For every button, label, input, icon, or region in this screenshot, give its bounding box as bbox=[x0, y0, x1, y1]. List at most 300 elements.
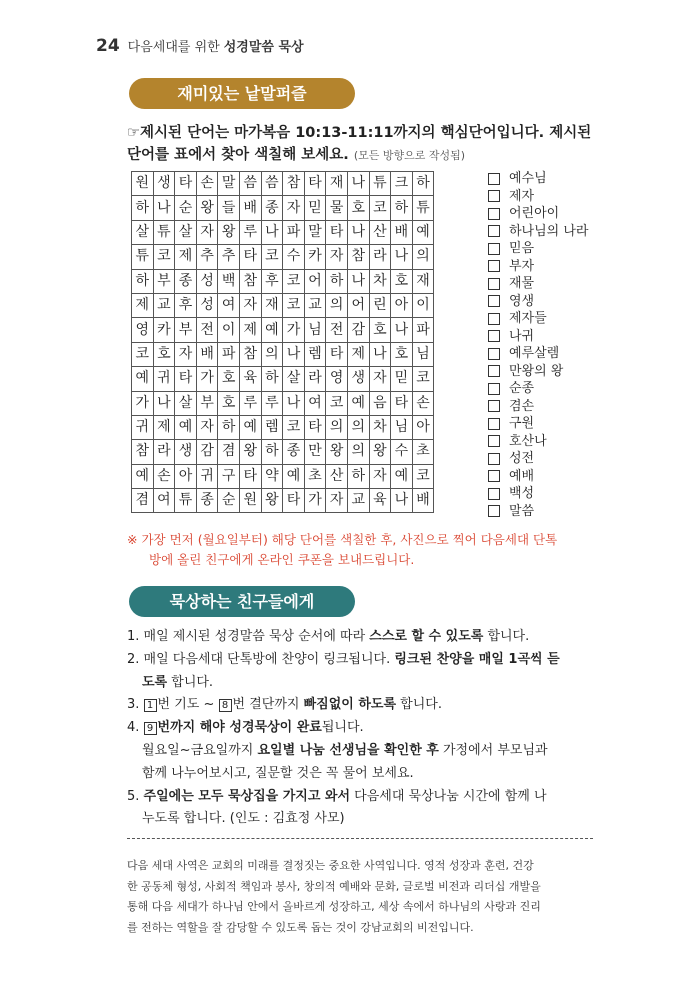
grid-cell[interactable]: 호 bbox=[218, 367, 240, 391]
grid-cell[interactable]: 음 bbox=[369, 391, 391, 415]
grid-cell[interactable]: 씀 bbox=[239, 172, 261, 196]
step-4-detail-text: 월요일~금요일까지 bbox=[142, 742, 258, 758]
grid-cell[interactable]: 파 bbox=[412, 318, 434, 342]
grid-cell[interactable]: 아 bbox=[412, 415, 434, 439]
checkbox[interactable] bbox=[488, 488, 500, 500]
grid-cell[interactable]: 부 bbox=[175, 318, 197, 342]
grid-cell[interactable]: 라 bbox=[304, 367, 326, 391]
word-item bbox=[488, 415, 588, 433]
grid-cell[interactable]: 나 bbox=[283, 342, 305, 366]
grid-cell[interactable]: 제 bbox=[239, 318, 261, 342]
grid-cell[interactable]: 초 bbox=[304, 464, 326, 488]
grid-cell[interactable]: 육 bbox=[369, 489, 391, 513]
grid-cell[interactable]: 가 bbox=[283, 318, 305, 342]
checkbox[interactable] bbox=[488, 348, 500, 360]
step-3-text: 번 기도 ~ bbox=[157, 697, 219, 713]
grid-cell[interactable]: 호 bbox=[347, 196, 369, 220]
vision-line-2: 한 공동체 형성, 사회적 책임과 봉사, 창의적 예배와 문화, 글로벌 비전과 리더십 개발을 bbox=[127, 879, 541, 893]
grid-cell[interactable]: 왕 bbox=[196, 196, 218, 220]
grid-cell[interactable]: 나 bbox=[347, 220, 369, 244]
grid-cell[interactable]: 생 bbox=[153, 172, 175, 196]
grid-cell[interactable]: 코 bbox=[153, 245, 175, 269]
puzzle-heading: 재미있는 낱말퍼즐 bbox=[129, 78, 355, 109]
grid-cell[interactable]: 제 bbox=[175, 245, 197, 269]
grid-cell[interactable]: 여 bbox=[218, 293, 240, 317]
step-2 bbox=[127, 649, 595, 672]
checkbox[interactable] bbox=[488, 330, 500, 342]
word-item bbox=[488, 188, 588, 206]
word-item bbox=[488, 293, 588, 311]
grid-cell[interactable]: 배 bbox=[196, 342, 218, 366]
checkbox[interactable] bbox=[488, 505, 500, 517]
grid-cell[interactable]: 배 bbox=[239, 196, 261, 220]
grid-cell[interactable]: 튜 bbox=[153, 220, 175, 244]
checkbox[interactable] bbox=[488, 418, 500, 430]
grid-cell[interactable]: 렘 bbox=[304, 342, 326, 366]
step-2-cont bbox=[127, 672, 595, 695]
word-label: 부자 bbox=[509, 258, 535, 274]
step-5 bbox=[127, 786, 595, 809]
grid-cell[interactable]: 나 bbox=[391, 245, 413, 269]
grid-cell[interactable]: 의 bbox=[326, 415, 348, 439]
step-4-bold: 번까지 해야 성경묵상이 완료 bbox=[157, 720, 322, 736]
grid-cell[interactable]: 루 bbox=[261, 391, 283, 415]
checkbox[interactable] bbox=[488, 260, 500, 272]
word-item bbox=[488, 240, 588, 258]
grid-cell[interactable]: 손 bbox=[153, 464, 175, 488]
grid-cell[interactable]: 말 bbox=[218, 172, 240, 196]
grid-cell[interactable]: 하 bbox=[132, 196, 154, 220]
checkbox[interactable] bbox=[488, 295, 500, 307]
grid-cell[interactable]: 튜 bbox=[175, 489, 197, 513]
word-label: 성전 bbox=[509, 451, 535, 467]
grid-cell[interactable]: 가 bbox=[304, 489, 326, 513]
grid-row bbox=[132, 440, 434, 464]
grid-cell[interactable]: 나 bbox=[391, 489, 413, 513]
grid-cell[interactable]: 타 bbox=[326, 220, 348, 244]
word-label: 백성 bbox=[509, 486, 535, 502]
step-5-cont: 누도록 합니다. (인도 : 김효정 사모) bbox=[142, 811, 345, 827]
grid-cell[interactable]: 여 bbox=[153, 489, 175, 513]
word-item bbox=[488, 345, 588, 363]
grid-cell[interactable]: 타 bbox=[391, 391, 413, 415]
grid-cell[interactable]: 씀 bbox=[261, 172, 283, 196]
grid-cell[interactable]: 의 bbox=[261, 342, 283, 366]
grid-cell[interactable]: 하 bbox=[132, 269, 154, 293]
grid-row bbox=[132, 464, 434, 488]
reward-line-2: 방에 올린 친구에게 온라인 쿠폰을 보내드립니다. bbox=[149, 552, 415, 567]
grid-cell[interactable]: 산 bbox=[369, 220, 391, 244]
word-label: 순종 bbox=[509, 381, 535, 397]
grid-cell[interactable]: 자 bbox=[283, 196, 305, 220]
checkbox[interactable] bbox=[488, 400, 500, 412]
grid-cell[interactable]: 귀 bbox=[153, 367, 175, 391]
grid-cell[interactable]: 타 bbox=[175, 367, 197, 391]
grid-cell[interactable]: 순 bbox=[218, 489, 240, 513]
grid-cell[interactable]: 예 bbox=[239, 415, 261, 439]
word-label: 호산나 bbox=[509, 433, 547, 449]
word-label: 나귀 bbox=[509, 328, 535, 344]
grid-cell[interactable]: 자 bbox=[196, 415, 218, 439]
grid-cell[interactable]: 자 bbox=[175, 342, 197, 366]
grid-cell[interactable]: 원 bbox=[239, 489, 261, 513]
word-item bbox=[488, 398, 588, 416]
word-search-grid[interactable] bbox=[131, 171, 434, 513]
reward-line-1: ※ 가장 먼저 (월요일부터) 해당 단어를 색칠한 후, 사진으로 찍어 다음세대 단톡 bbox=[127, 532, 558, 547]
grid-cell[interactable]: 들 bbox=[218, 196, 240, 220]
grid-cell[interactable]: 육 bbox=[239, 367, 261, 391]
grid-cell[interactable]: 손 bbox=[412, 391, 434, 415]
grid-cell[interactable]: 린 bbox=[369, 293, 391, 317]
grid-cell[interactable]: 라 bbox=[369, 245, 391, 269]
grid-cell[interactable]: 초 bbox=[412, 440, 434, 464]
grid-row bbox=[132, 293, 434, 317]
grid-cell[interactable]: 코 bbox=[132, 342, 154, 366]
grid-cell[interactable]: 코 bbox=[283, 293, 305, 317]
reward-notice bbox=[127, 530, 607, 570]
grid-cell[interactable]: 겸 bbox=[132, 489, 154, 513]
grid-cell[interactable]: 구 bbox=[218, 464, 240, 488]
grid-cell[interactable]: 감 bbox=[347, 318, 369, 342]
grid-cell[interactable]: 약 bbox=[261, 464, 283, 488]
grid-cell[interactable]: 부 bbox=[196, 391, 218, 415]
grid-cell[interactable]: 코 bbox=[412, 367, 434, 391]
grid-cell[interactable]: 순 bbox=[175, 196, 197, 220]
grid-cell[interactable]: 왕 bbox=[239, 440, 261, 464]
word-label: 믿음 bbox=[509, 241, 535, 257]
grid-cell[interactable]: 코 bbox=[283, 269, 305, 293]
grid-cell[interactable]: 아 bbox=[391, 293, 413, 317]
step-3-end: 합니다. bbox=[396, 697, 442, 713]
grid-cell[interactable]: 호 bbox=[391, 269, 413, 293]
grid-cell[interactable]: 나 bbox=[153, 196, 175, 220]
grid-cell[interactable]: 튜 bbox=[132, 245, 154, 269]
guide-steps bbox=[127, 626, 595, 831]
grid-cell[interactable]: 하 bbox=[347, 464, 369, 488]
grid-cell[interactable]: 물 bbox=[326, 196, 348, 220]
step-3 bbox=[127, 694, 595, 717]
grid-cell[interactable]: 살 bbox=[132, 220, 154, 244]
grid-cell[interactable]: 나 bbox=[347, 269, 369, 293]
grid-cell[interactable]: 코 bbox=[412, 464, 434, 488]
grid-cell[interactable]: 후 bbox=[261, 269, 283, 293]
grid-cell[interactable]: 님 bbox=[391, 415, 413, 439]
grid-cell[interactable]: 이 bbox=[412, 293, 434, 317]
grid-cell[interactable]: 후 bbox=[175, 293, 197, 317]
page-header bbox=[96, 36, 304, 56]
grid-cell[interactable]: 만 bbox=[304, 440, 326, 464]
word-item bbox=[488, 380, 588, 398]
grid-cell[interactable]: 의 bbox=[347, 415, 369, 439]
grid-cell[interactable]: 예 bbox=[175, 415, 197, 439]
grid-cell[interactable]: 가 bbox=[132, 391, 154, 415]
checkbox[interactable] bbox=[488, 383, 500, 395]
grid-cell[interactable]: 예 bbox=[347, 391, 369, 415]
step-1-text: 1. 매일 제시된 성경말씀 묵상 순서에 따라 bbox=[127, 629, 370, 644]
direction-note: (모든 방향으로 작성됨) bbox=[353, 149, 466, 162]
word-item bbox=[488, 170, 588, 188]
boxed-number-1: 1 bbox=[144, 699, 157, 712]
grid-cell[interactable]: 살 bbox=[175, 391, 197, 415]
word-label: 말씀 bbox=[509, 503, 535, 519]
grid-cell[interactable]: 교 bbox=[347, 489, 369, 513]
grid-cell[interactable]: 어 bbox=[304, 269, 326, 293]
grid-cell[interactable]: 왕 bbox=[369, 440, 391, 464]
grid-cell[interactable]: 말 bbox=[304, 220, 326, 244]
grid-cell[interactable]: 자 bbox=[369, 464, 391, 488]
grid-row bbox=[132, 172, 434, 196]
grid-cell[interactable]: 자 bbox=[369, 367, 391, 391]
grid-cell[interactable]: 원 bbox=[132, 172, 154, 196]
grid-cell[interactable]: 자 bbox=[326, 245, 348, 269]
grid-cell[interactable]: 루 bbox=[239, 220, 261, 244]
word-label: 영생 bbox=[509, 293, 535, 309]
grid-cell[interactable]: 배 bbox=[391, 220, 413, 244]
grid-cell[interactable]: 왕 bbox=[218, 220, 240, 244]
word-item bbox=[488, 485, 588, 503]
grid-row bbox=[132, 391, 434, 415]
word-label: 예루살렘 bbox=[509, 346, 560, 362]
grid-cell[interactable]: 종 bbox=[175, 269, 197, 293]
boxed-number-9: 9 bbox=[144, 722, 157, 735]
grid-cell[interactable]: 라 bbox=[153, 440, 175, 464]
word-checklist bbox=[488, 170, 588, 520]
grid-cell[interactable]: 나 bbox=[369, 342, 391, 366]
step-2-text: 2. 매일 다음세대 단톡방에 찬양이 링크됩니다. bbox=[127, 651, 395, 667]
grid-cell[interactable]: 타 bbox=[326, 342, 348, 366]
grid-cell[interactable]: 참 bbox=[239, 269, 261, 293]
grid-cell[interactable]: 왕 bbox=[326, 440, 348, 464]
grid-cell[interactable]: 차 bbox=[369, 269, 391, 293]
grid-cell[interactable]: 의 bbox=[347, 440, 369, 464]
grid-cell[interactable]: 산 bbox=[326, 464, 348, 488]
step-4 bbox=[127, 717, 595, 740]
grid-cell[interactable]: 파 bbox=[283, 220, 305, 244]
grid-cell[interactable]: 님 bbox=[412, 342, 434, 366]
grid-cell[interactable]: 추 bbox=[218, 245, 240, 269]
step-2-bold-cont: 도록 bbox=[142, 674, 168, 690]
grid-cell[interactable]: 부 bbox=[153, 269, 175, 293]
checkbox[interactable] bbox=[488, 365, 500, 377]
checkbox[interactable] bbox=[488, 225, 500, 237]
grid-cell[interactable]: 종 bbox=[283, 440, 305, 464]
grid-cell[interactable]: 가 bbox=[196, 367, 218, 391]
step-5-text: 다음세대 묵상나눔 시간에 함께 나 bbox=[350, 788, 547, 804]
checkbox[interactable] bbox=[488, 435, 500, 447]
instruction-text: ☞제시된 단어는 마가복음 10:13-11:11까지의 핵심단어입니다. 제시된 단어를 표에서 찾아 색칠해 보세요. bbox=[127, 125, 592, 163]
grid-cell[interactable]: 하 bbox=[391, 196, 413, 220]
grid-cell[interactable]: 카 bbox=[153, 318, 175, 342]
grid-cell[interactable]: 루 bbox=[239, 391, 261, 415]
grid-cell[interactable]: 왕 bbox=[261, 489, 283, 513]
grid-cell[interactable]: 수 bbox=[391, 440, 413, 464]
grid-cell[interactable]: 참 bbox=[347, 245, 369, 269]
grid-cell[interactable]: 재 bbox=[326, 172, 348, 196]
step-3-text-2: 번 결단까지 bbox=[232, 697, 304, 713]
grid-cell[interactable]: 제 bbox=[132, 293, 154, 317]
word-label: 어린아이 bbox=[509, 206, 560, 222]
grid-cell[interactable]: 배 bbox=[412, 489, 434, 513]
grid-cell[interactable]: 귀 bbox=[196, 464, 218, 488]
word-item bbox=[488, 450, 588, 468]
grid-cell[interactable]: 하 bbox=[326, 269, 348, 293]
grid-cell[interactable]: 호 bbox=[391, 342, 413, 366]
grid-cell[interactable]: 하 bbox=[412, 172, 434, 196]
grid-cell[interactable]: 참 bbox=[239, 342, 261, 366]
grid-cell[interactable]: 나 bbox=[283, 391, 305, 415]
grid-cell[interactable]: 참 bbox=[283, 172, 305, 196]
word-item bbox=[488, 275, 588, 293]
checkbox[interactable] bbox=[488, 243, 500, 255]
step-3-num: 3. bbox=[127, 697, 144, 713]
word-label: 구원 bbox=[509, 416, 535, 432]
grid-cell[interactable]: 님 bbox=[304, 318, 326, 342]
grid-cell[interactable]: 제 bbox=[153, 415, 175, 439]
grid-cell[interactable]: 참 bbox=[132, 440, 154, 464]
grid-cell[interactable]: 튜 bbox=[412, 196, 434, 220]
grid-cell[interactable]: 제 bbox=[347, 342, 369, 366]
page-number: 24 bbox=[96, 36, 120, 56]
word-item bbox=[488, 205, 588, 223]
grid-cell[interactable]: 수 bbox=[283, 245, 305, 269]
grid-cell[interactable]: 파 bbox=[218, 342, 240, 366]
grid-cell[interactable]: 재 bbox=[261, 293, 283, 317]
grid-cell[interactable]: 겸 bbox=[218, 440, 240, 464]
grid-cell[interactable]: 코 bbox=[369, 196, 391, 220]
word-item bbox=[488, 363, 588, 381]
grid-cell[interactable]: 타 bbox=[304, 172, 326, 196]
grid-cell[interactable]: 예 bbox=[261, 318, 283, 342]
grid-cell[interactable]: 자 bbox=[196, 220, 218, 244]
grid-cell[interactable]: 코 bbox=[283, 415, 305, 439]
grid-cell[interactable]: 영 bbox=[326, 367, 348, 391]
grid-row bbox=[132, 245, 434, 269]
grid-cell[interactable]: 성 bbox=[196, 293, 218, 317]
grid-cell[interactable]: 타 bbox=[175, 172, 197, 196]
grid-cell[interactable]: 의 bbox=[412, 245, 434, 269]
grid-cell[interactable]: 재 bbox=[412, 269, 434, 293]
grid-cell[interactable]: 예 bbox=[391, 464, 413, 488]
word-label: 제자들 bbox=[509, 311, 547, 327]
grid-cell[interactable]: 자 bbox=[239, 293, 261, 317]
vision-line-4: 를 전하는 역할을 잘 감당할 수 있도록 돕는 것이 강남교회의 비전입니다. bbox=[127, 920, 474, 934]
grid-cell[interactable]: 타 bbox=[239, 245, 261, 269]
grid-cell[interactable]: 하 bbox=[261, 440, 283, 464]
grid-cell[interactable]: 여 bbox=[304, 391, 326, 415]
grid-cell[interactable]: 전 bbox=[196, 318, 218, 342]
grid-cell[interactable]: 종 bbox=[261, 196, 283, 220]
grid-cell[interactable]: 튜 bbox=[369, 172, 391, 196]
vision-line-3: 통해 다음 세대가 하나님 안에서 올바르게 성장하고, 세상 속에서 하나님의 사랑과 진리 bbox=[127, 900, 541, 913]
checkbox[interactable] bbox=[488, 313, 500, 325]
grid-cell[interactable]: 하 bbox=[261, 367, 283, 391]
step-1-bold: 스스로 할 수 있도록 bbox=[369, 629, 484, 644]
grid-cell[interactable]: 코 bbox=[261, 245, 283, 269]
checkbox[interactable] bbox=[488, 208, 500, 220]
vision-statement bbox=[127, 856, 597, 938]
grid-row bbox=[132, 342, 434, 366]
grid-cell[interactable]: 크 bbox=[391, 172, 413, 196]
grid-cell[interactable]: 의 bbox=[326, 293, 348, 317]
checkbox[interactable] bbox=[488, 173, 500, 185]
grid-cell[interactable]: 나 bbox=[153, 391, 175, 415]
grid-cell[interactable]: 믿 bbox=[391, 367, 413, 391]
grid-cell[interactable]: 호 bbox=[218, 391, 240, 415]
word-label: 제자 bbox=[509, 188, 535, 204]
grid-cell[interactable]: 생 bbox=[175, 440, 197, 464]
grid-cell[interactable]: 렘 bbox=[261, 415, 283, 439]
grid-cell[interactable]: 나 bbox=[347, 172, 369, 196]
grid-cell[interactable]: 어 bbox=[347, 293, 369, 317]
checkbox[interactable] bbox=[488, 190, 500, 202]
step-4-end: 됩니다. bbox=[321, 720, 364, 736]
grid-cell[interactable]: 전 bbox=[326, 318, 348, 342]
grid-cell[interactable]: 생 bbox=[347, 367, 369, 391]
step-4-detail-2: 함께 나누어보시고, 질문할 것은 꼭 물어 보세요. bbox=[142, 765, 414, 781]
grid-cell[interactable]: 자 bbox=[326, 489, 348, 513]
grid-row bbox=[132, 269, 434, 293]
grid-cell[interactable]: 코 bbox=[326, 391, 348, 415]
word-label: 만왕의 왕 bbox=[509, 363, 564, 379]
grid-cell[interactable]: 타 bbox=[283, 489, 305, 513]
step-4-num: 4. bbox=[127, 720, 144, 736]
vision-line-1: 다음 세대 사역은 교회의 미래를 결정짓는 중요한 사역입니다. 영적 성장과 훈련, 건강 bbox=[127, 859, 534, 872]
grid-cell[interactable]: 이 bbox=[218, 318, 240, 342]
grid-cell[interactable]: 감 bbox=[196, 440, 218, 464]
step-3-bold: 빠짐없이 하도록 bbox=[303, 697, 397, 713]
grid-cell[interactable]: 타 bbox=[239, 464, 261, 488]
checkbox[interactable] bbox=[488, 453, 500, 465]
puzzle-instruction bbox=[127, 122, 607, 167]
grid-cell[interactable]: 예 bbox=[132, 367, 154, 391]
grid-cell[interactable]: 백 bbox=[218, 269, 240, 293]
grid-cell[interactable]: 살 bbox=[175, 220, 197, 244]
step-2-bold: 링크된 찬양을 매일 1곡씩 듣 bbox=[394, 651, 560, 667]
grid-cell[interactable]: 호 bbox=[369, 318, 391, 342]
grid-cell[interactable]: 성 bbox=[196, 269, 218, 293]
grid-cell[interactable]: 교 bbox=[304, 293, 326, 317]
grid-cell[interactable]: 호 bbox=[153, 342, 175, 366]
step-4-detail bbox=[127, 740, 595, 763]
checkbox[interactable] bbox=[488, 278, 500, 290]
grid-cell[interactable]: 추 bbox=[196, 245, 218, 269]
grid-cell[interactable]: 영 bbox=[132, 318, 154, 342]
grid-cell[interactable]: 귀 bbox=[132, 415, 154, 439]
grid-cell[interactable]: 나 bbox=[261, 220, 283, 244]
grid-cell[interactable]: 타 bbox=[304, 415, 326, 439]
step-5-bold: 주일에는 모두 묵상집을 가지고 와서 bbox=[143, 788, 351, 804]
boxed-number-8: 8 bbox=[219, 699, 232, 712]
grid-cell[interactable]: 예 bbox=[132, 464, 154, 488]
grid-cell[interactable]: 손 bbox=[196, 172, 218, 196]
grid-cell[interactable]: 예 bbox=[283, 464, 305, 488]
checkbox[interactable] bbox=[488, 470, 500, 482]
grid-row bbox=[132, 367, 434, 391]
grid-cell[interactable]: 하 bbox=[218, 415, 240, 439]
word-label: 하나님의 나라 bbox=[509, 223, 589, 239]
grid-cell[interactable]: 차 bbox=[369, 415, 391, 439]
grid-cell[interactable]: 종 bbox=[196, 489, 218, 513]
grid-cell[interactable]: 예 bbox=[412, 220, 434, 244]
grid-cell[interactable]: 살 bbox=[283, 367, 305, 391]
grid-cell[interactable]: 교 bbox=[153, 293, 175, 317]
grid-cell[interactable]: 카 bbox=[304, 245, 326, 269]
grid-cell[interactable]: 아 bbox=[175, 464, 197, 488]
word-item bbox=[488, 258, 588, 276]
grid-cell[interactable]: 믿 bbox=[304, 196, 326, 220]
grid-row bbox=[132, 196, 434, 220]
grid-cell[interactable]: 나 bbox=[391, 318, 413, 342]
